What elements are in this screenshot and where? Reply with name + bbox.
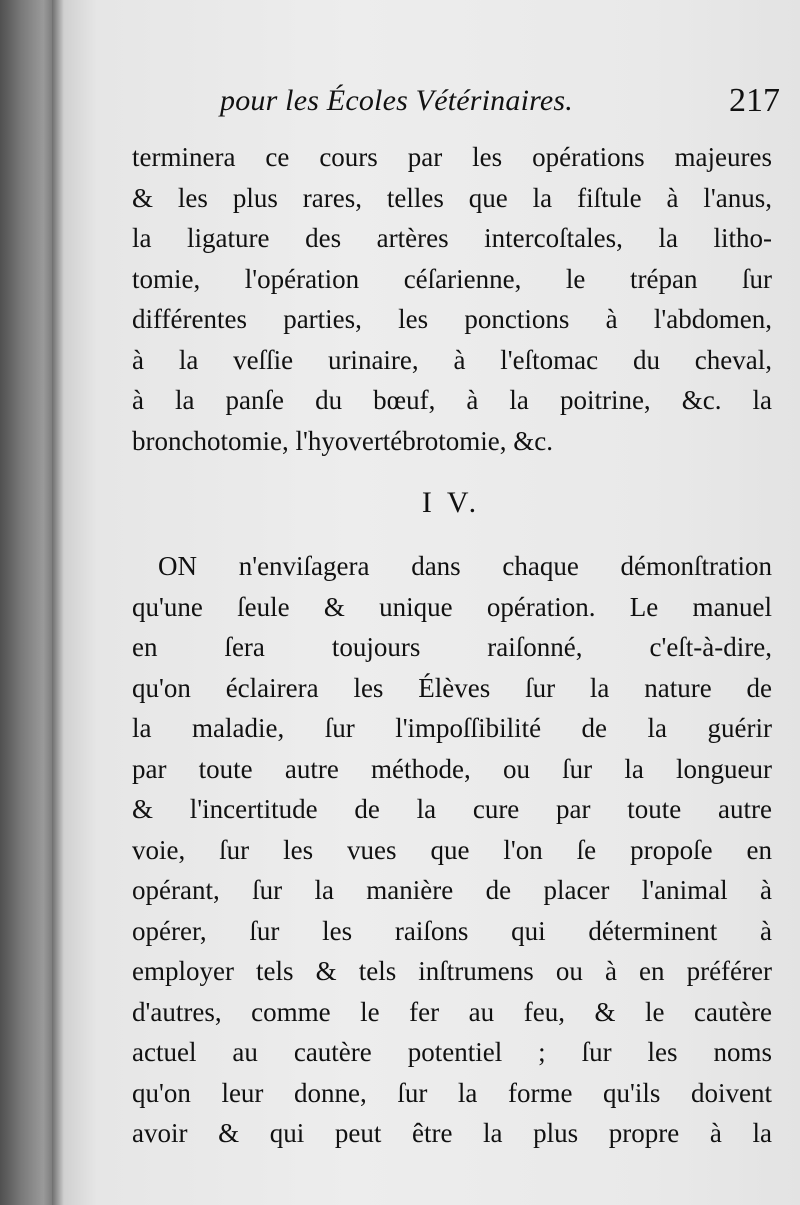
text-line: différentes parties, les ponctions à l'abdomen,: [132, 304, 772, 334]
text-line: à la panſe du bœuf, à la poitrine, &c. la: [132, 385, 772, 415]
running-title: pour les Écoles Vétérinaires.: [220, 84, 573, 117]
text-line: d'autres, comme le fer au feu, & le cautère: [132, 996, 772, 1027]
text-line: qu'une ſeule & unique opération. Le manuel: [132, 591, 772, 622]
text-line: qu'on leur donne, ſur la forme qu'ils doivent: [132, 1077, 772, 1108]
text-line: en ſera toujours raiſonné, c'eſt-à-dire,: [132, 632, 772, 662]
page-header: [220, 84, 780, 124]
text-line-first: [132, 546, 772, 587]
paragraph-main: [132, 546, 772, 1154]
text-line: la maladie, ſur l'impoſſibilité de la guérir: [132, 713, 772, 743]
paragraph-top: [132, 137, 772, 461]
text-line: avoir & qui peut être la plus propre à la: [132, 1118, 772, 1148]
text-line: & les plus rares, telles que la fiſtule à l'anus,: [132, 182, 772, 213]
text-line: actuel au cautère potentiel ; ſur les noms: [132, 1037, 772, 1067]
first-line-rest: n'enviſagera dans chaque démonſtration: [238, 551, 772, 581]
text-line: employer tels & tels inſtrumens ou à en préférer: [132, 956, 772, 986]
text-line: tomie, l'opération céſarienne, le trépan ſur: [132, 263, 772, 294]
page-number: 217: [729, 82, 780, 119]
text-line: par toute autre méthode, ou ſur la longueur: [132, 753, 772, 784]
text-line: opérer, ſur les raiſons qui déterminent à: [132, 915, 772, 946]
text-line: opérant, ſur la manière de placer l'animal à: [132, 875, 772, 905]
text-line: bronchotomie, l'hyovertébrotomie, &c.: [132, 425, 554, 456]
text-line: & l'incertitude de la cure par toute autre: [132, 794, 772, 824]
lead-word: ON: [158, 551, 197, 581]
text-line: terminera ce cours par les opérations majeures: [132, 142, 772, 172]
text-line: à la veſſie urinaire, à l'eſtomac du cheval,: [132, 344, 772, 375]
book-page: [52, 0, 800, 1205]
text-line: la ligature des artères intercoſtales, la litho-: [132, 223, 772, 253]
text-line: qu'on éclairera les Élèves ſur la nature de: [132, 672, 772, 703]
text-line: voie, ſur les vues que l'on ſe propoſe en: [132, 834, 772, 865]
section-heading: I V.: [421, 486, 481, 519]
